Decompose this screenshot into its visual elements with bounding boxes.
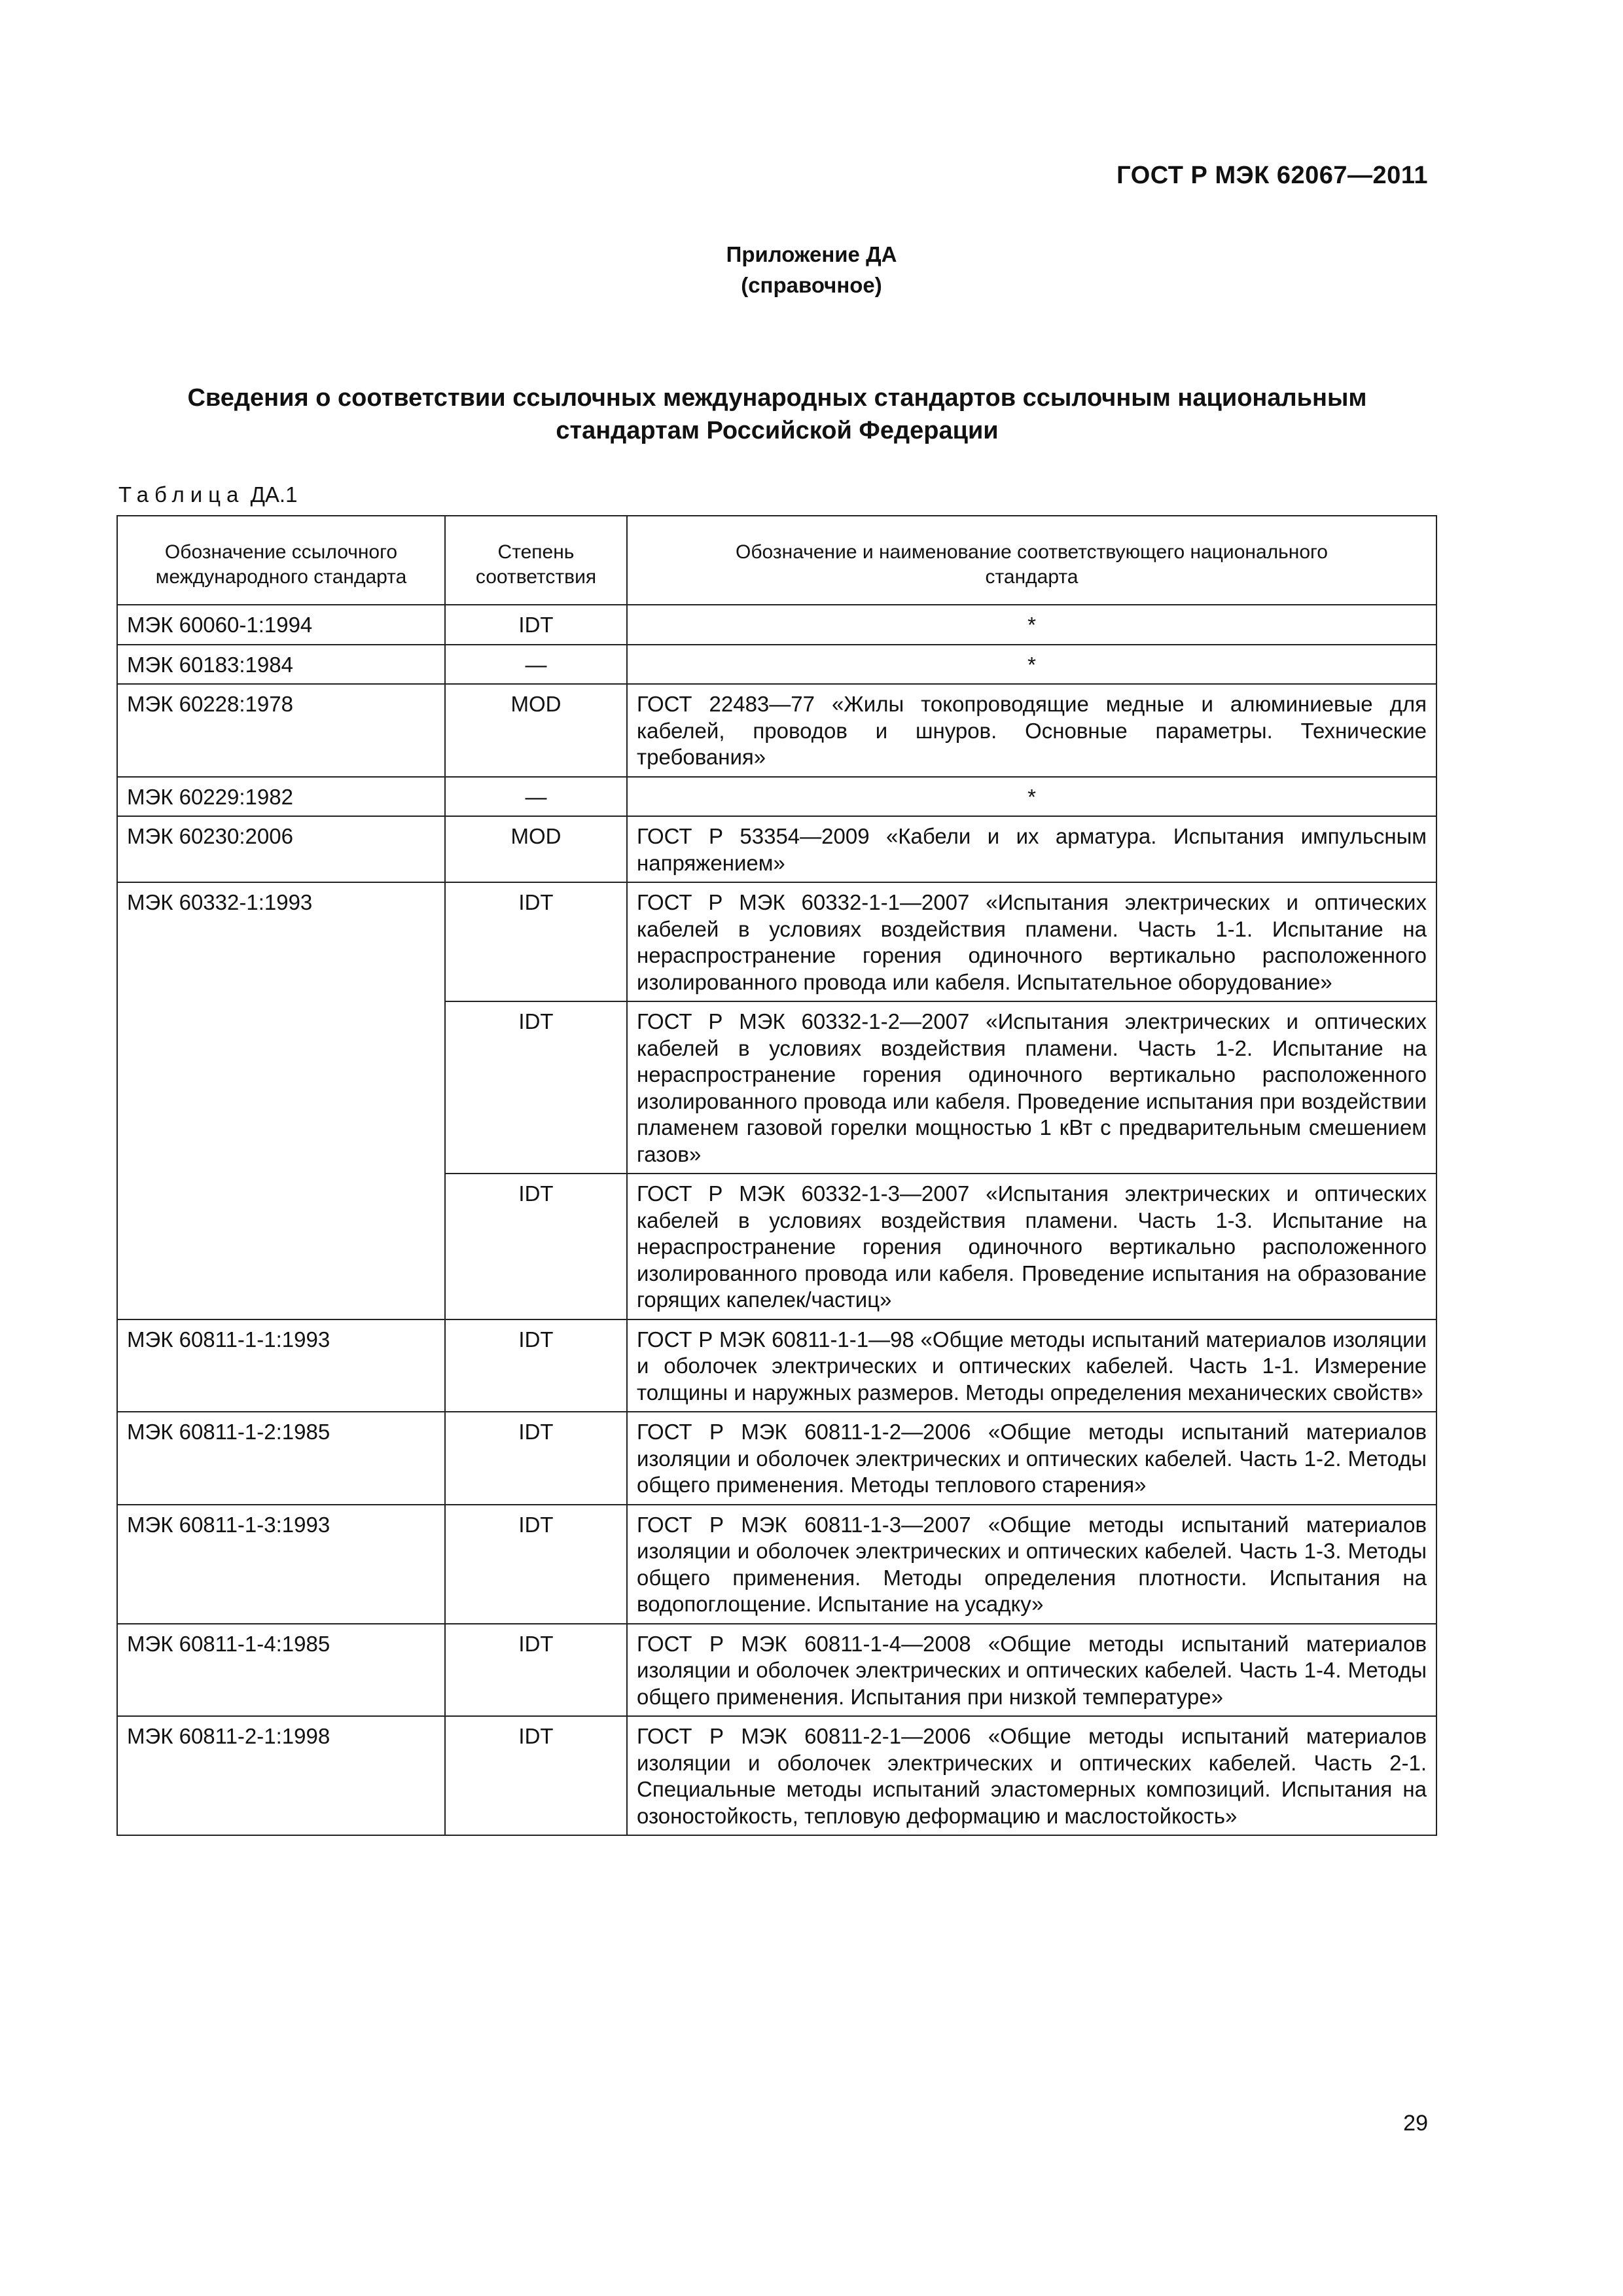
cell-national-standard: ГОСТ Р 53354—2009 «Кабели и их арматура. Испытания импульсным напряжением» — [627, 816, 1436, 882]
table-row — [117, 816, 1436, 882]
table-header-row — [117, 516, 1436, 605]
cell-international-standard: МЭК 60811-2-1:1998 — [117, 1716, 445, 1835]
cell-degree: IDT — [445, 1624, 627, 1717]
cell-degree: IDT — [445, 605, 627, 645]
section-title-line1: Сведения о соответствии ссылочных международных стандартов ссылочным национальным — [187, 384, 1367, 412]
table-row — [117, 1505, 1436, 1624]
cell-international-standard: МЭК 60230:2006 — [117, 816, 445, 882]
annex-subtitle: (справочное) — [741, 273, 882, 297]
cell-degree: MOD — [445, 816, 627, 882]
table-row — [117, 882, 1436, 1001]
cell-international-standard: МЭК 60332-1:1993 — [117, 882, 445, 1319]
cell-national-standard: ГОСТ Р МЭК 60332-1-1—2007 «Испытания электрических и оптических кабелей в условиях воздействия пламени. Часть 1-1. Испытание на нераспространение горения одиночного вертикально расположенного изолированного провода или кабеля. Испытательное оборудование» — [627, 882, 1436, 1001]
cell-international-standard: МЭК 60811-1-3:1993 — [117, 1505, 445, 1624]
section-title — [118, 382, 1436, 447]
cell-degree: — — [445, 645, 627, 685]
table-caption-id: ДА.1 — [250, 482, 298, 507]
correspondence-table — [116, 515, 1437, 1836]
cell-degree: MOD — [445, 684, 627, 777]
cell-national-standard: ГОСТ 22483—77 «Жилы токопроводящие медные и алюминиевые для кабелей, проводов и шнуров. Основные параметры. Технические требования» — [627, 684, 1436, 777]
cell-international-standard: МЭК 60228:1978 — [117, 684, 445, 777]
cell-degree: IDT — [445, 1174, 627, 1319]
header-degree: Степень соответствия — [445, 516, 627, 605]
cell-degree: IDT — [445, 1716, 627, 1835]
table-row — [117, 1624, 1436, 1717]
cell-international-standard: МЭК 60811-1-2:1985 — [117, 1412, 445, 1505]
table-row — [117, 1716, 1436, 1835]
cell-international-standard: МЭК 60183:1984 — [117, 645, 445, 685]
cell-international-standard: МЭК 60811-1-1:1993 — [117, 1319, 445, 1412]
cell-degree: IDT — [445, 1412, 627, 1505]
cell-degree: IDT — [445, 1001, 627, 1174]
cell-national-standard: * — [627, 645, 1436, 685]
cell-degree: IDT — [445, 882, 627, 1001]
cell-national-standard: * — [627, 777, 1436, 817]
cell-national-standard: ГОСТ Р МЭК 60811-2-1—2006 «Общие методы испытаний материалов изоляции и оболочек электрических и оптических кабелей. Часть 2-1. Специальные методы испытаний эластомерных композиций. Испытания на озоностойкость, тепловую деформацию и маслостойкость» — [627, 1716, 1436, 1835]
annex-title: Приложение ДА — [726, 242, 897, 266]
cell-national-standard: ГОСТ Р МЭК 60811-1-2—2006 «Общие методы испытаний материалов изоляции и оболочек электрических и оптических кабелей. Часть 1-2. Методы общего применения. Методы теплового старения» — [627, 1412, 1436, 1505]
table-row — [117, 605, 1436, 645]
cell-national-standard: ГОСТ Р МЭК 60332-1-2—2007 «Испытания электрических и оптических кабелей в условиях воздействия пламени. Часть 1-2. Испытание на нераспространение горения одиночного вертикально расположенного изолированного провода или кабеля. Проведение испытания при воздействии пламенем газовой горелки мощностью 1 кВт с предварительным смешением газов» — [627, 1001, 1436, 1174]
cell-international-standard: МЭК 60811-1-4:1985 — [117, 1624, 445, 1717]
table-caption-prefix: Таблица — [118, 482, 245, 507]
header-national-standard: Обозначение и наименование соответствующего национального стандарта — [627, 516, 1436, 605]
header-international-standard: Обозначение ссылочного международного стандарта — [117, 516, 445, 605]
document-code: ГОСТ Р МЭК 62067—2011 — [1116, 162, 1428, 189]
cell-national-standard: ГОСТ Р МЭК 60811-1-4—2008 «Общие методы испытаний материалов изоляции и оболочек электрических и оптических кабелей. Часть 1-4. Методы общего применения. Испытания при низкой температуре» — [627, 1624, 1436, 1717]
cell-national-standard: * — [627, 605, 1436, 645]
table-row — [117, 684, 1436, 777]
page-number: 29 — [1403, 2111, 1428, 2136]
annex-heading — [0, 239, 1623, 300]
section-title-line2: стандартам Российской Федерации — [556, 417, 999, 444]
cell-national-standard: ГОСТ Р МЭК 60332-1-3—2007 «Испытания электрических и оптических кабелей в условиях воздействия пламени. Часть 1-3. Испытание на нераспространение горения одиночного вертикально расположенного изолированного провода или кабеля. Проведение испытания на образование горящих капелек/частиц» — [627, 1174, 1436, 1319]
table-row — [117, 645, 1436, 685]
cell-international-standard: МЭК 60229:1982 — [117, 777, 445, 817]
cell-degree: — — [445, 777, 627, 817]
cell-national-standard: ГОСТ Р МЭК 60811-1-3—2007 «Общие методы испытаний материалов изоляции и оболочек электрических и оптических кабелей. Часть 1-3. Методы общего применения. Методы определения плотности. Испытания на водопоглощение. Испытание на усадку» — [627, 1505, 1436, 1624]
cell-national-standard: ГОСТ Р МЭК 60811-1-1—98 «Общие методы испытаний материалов изоляции и оболочек электрических и оптических кабелей. Часть 1-1. Измерение толщины и наружных размеров. Методы определения механических свойств» — [627, 1319, 1436, 1412]
table-row — [117, 1412, 1436, 1505]
table-row — [117, 777, 1436, 817]
cell-degree: IDT — [445, 1319, 627, 1412]
table-caption — [118, 482, 297, 507]
table-row — [117, 1319, 1436, 1412]
cell-degree: IDT — [445, 1505, 627, 1624]
cell-international-standard: МЭК 60060-1:1994 — [117, 605, 445, 645]
